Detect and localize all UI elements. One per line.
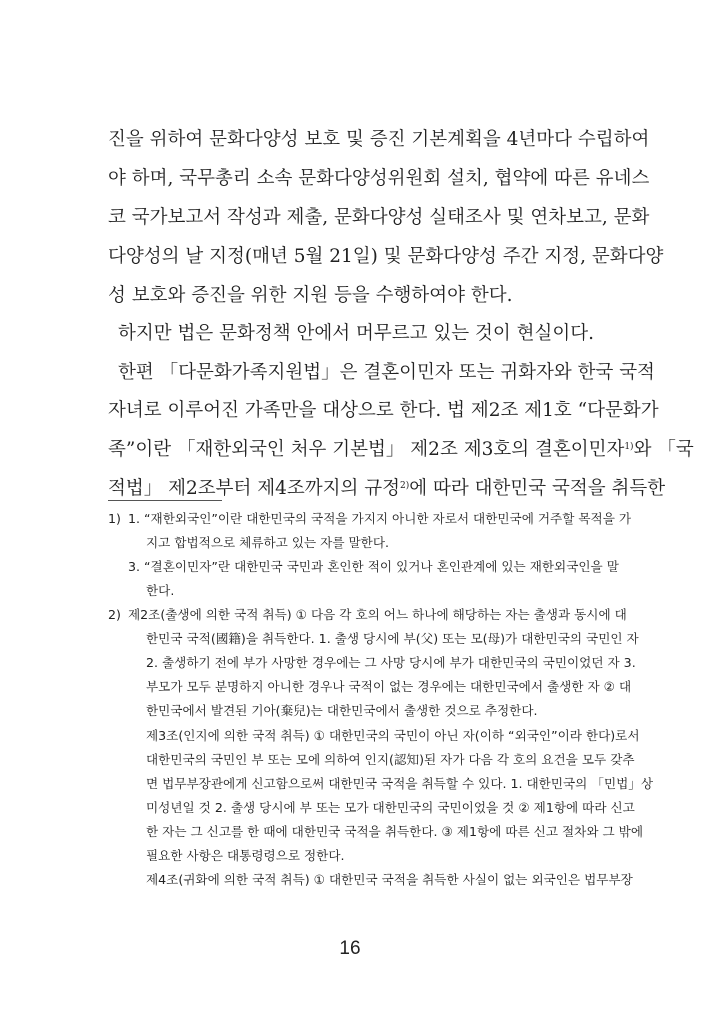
body-line: [108, 477, 666, 501]
body-line-text: 족”이란 「재한외국인 처우 기본법」 제2조 제3호의 결혼이민자: [108, 439, 625, 460]
footnote-line: 필요한 사항은 대통령령으로 정한다.: [146, 848, 345, 863]
footnote-line: 1. “재한외국인”이란 대한민국의 국적을 가지지 아니한 자로서 대한민국에 거주할 목적을 가: [128, 511, 632, 526]
footnote-line: 제2조(출생에 의한 국적 취득) ① 다음 각 호의 어느 하나에 해당하는 자는 출생과 동시에 대: [128, 607, 627, 622]
footnote-line: 한민국에서 발견된 기아(棄兒)는 대한민국에서 출생한 것으로 추정한다.: [146, 703, 538, 718]
body-line: 하지만 법은 문화정책 안에서 머무르고 있는 것이 현실이다.: [118, 323, 594, 344]
footnote-divider: [108, 500, 222, 501]
body-line: 다양성의 날 지정(매년 5월 21일) 및 문화다양성 주간 지정, 문화다양: [108, 246, 664, 267]
footnote-line: 미성년일 것 2. 출생 당시에 부 또는 모가 대한민국의 국민이었을 것 ② 제1항에 따라 신고: [146, 800, 635, 815]
footnote-line: 면 법무부장관에게 신고함으로써 대한민국 국적을 취득할 수 있다. 1. 대한민국의 「민법」상: [146, 776, 654, 791]
body-line: 진을 위하여 문화다양성 보호 및 증진 기본계획을 4년마다 수립하여: [108, 129, 650, 150]
footnote-line: 한다.: [146, 583, 175, 598]
footnote-line: 제4조(귀화에 의한 국적 취득) ① 대한민국 국적을 취득한 사실이 없는 외국인은 법무부장: [146, 872, 633, 887]
footnote-line: 2. 출생하기 전에 부가 사망한 경우에는 그 사망 당시에 부가 대한민국의 국민이었던 자 3.: [146, 655, 636, 670]
body-line: 자녀로 이루어진 가족만을 대상으로 한다. 법 제2조 제1호 “다문화가: [108, 400, 659, 421]
body-line: [108, 438, 694, 462]
body-line: 야 하며, 국무총리 소속 문화다양성위원회 설치, 협약에 따른 유네스: [108, 168, 650, 189]
footnote-number: 1): [108, 511, 121, 526]
body-line: 코 국가보고서 작성과 제출, 문화다양성 실태조사 및 연차보고, 문화: [108, 207, 650, 228]
footnote-line: 3. “결혼이민자”란 대한민국 국민과 혼인한 적이 있거나 혼인관계에 있는 재한외국인을 말: [128, 559, 619, 574]
footnote-line: 한민국 국적(國籍)을 취득한다. 1. 출생 당시에 부(父) 또는 모(母)가 대한민국의 국민인 자: [146, 631, 639, 646]
body-line-text: 에 따라 대한민국 국적을 취득한: [409, 478, 666, 499]
page-number: 16: [339, 938, 361, 959]
footnote-line: 한 자는 그 신고를 한 때에 대한민국 국적을 취득한다. ③ 제1항에 따른 신고 절차와 그 밖에: [146, 824, 643, 839]
footnote-ref-2[interactable]: 2): [400, 481, 410, 491]
body-line: 성 보호와 증진을 위한 지원 등을 수행하여야 한다.: [108, 285, 513, 306]
body-line-text: 적법」 제2조부터 제4조까지의 규정: [108, 478, 401, 499]
footnote-line: 부모가 모두 분명하지 아니한 경우나 국적이 없는 경우에는 대한민국에서 출생한 자 ② 대: [146, 679, 632, 694]
footnote-ref-1[interactable]: 1): [624, 442, 634, 452]
footnote-line: 대한민국의 국민인 부 또는 모에 의하여 인지(認知)된 자가 다음 각 호의 요건을 모두 갖추: [146, 752, 635, 767]
footnote-line: 지고 합법적으로 체류하고 있는 자를 말한다.: [146, 535, 389, 550]
footnote-number: 2): [108, 607, 121, 622]
footnote-line: 제3조(인지에 의한 국적 취득) ① 대한민국의 국민이 아닌 자(이하 “외국인”이라 한다)로서: [146, 728, 640, 743]
body-line-text: 와 「국: [633, 439, 694, 460]
body-line: 한편 「다문화가족지원법」은 결혼이민자 또는 귀화자와 한국 국적: [118, 362, 655, 383]
